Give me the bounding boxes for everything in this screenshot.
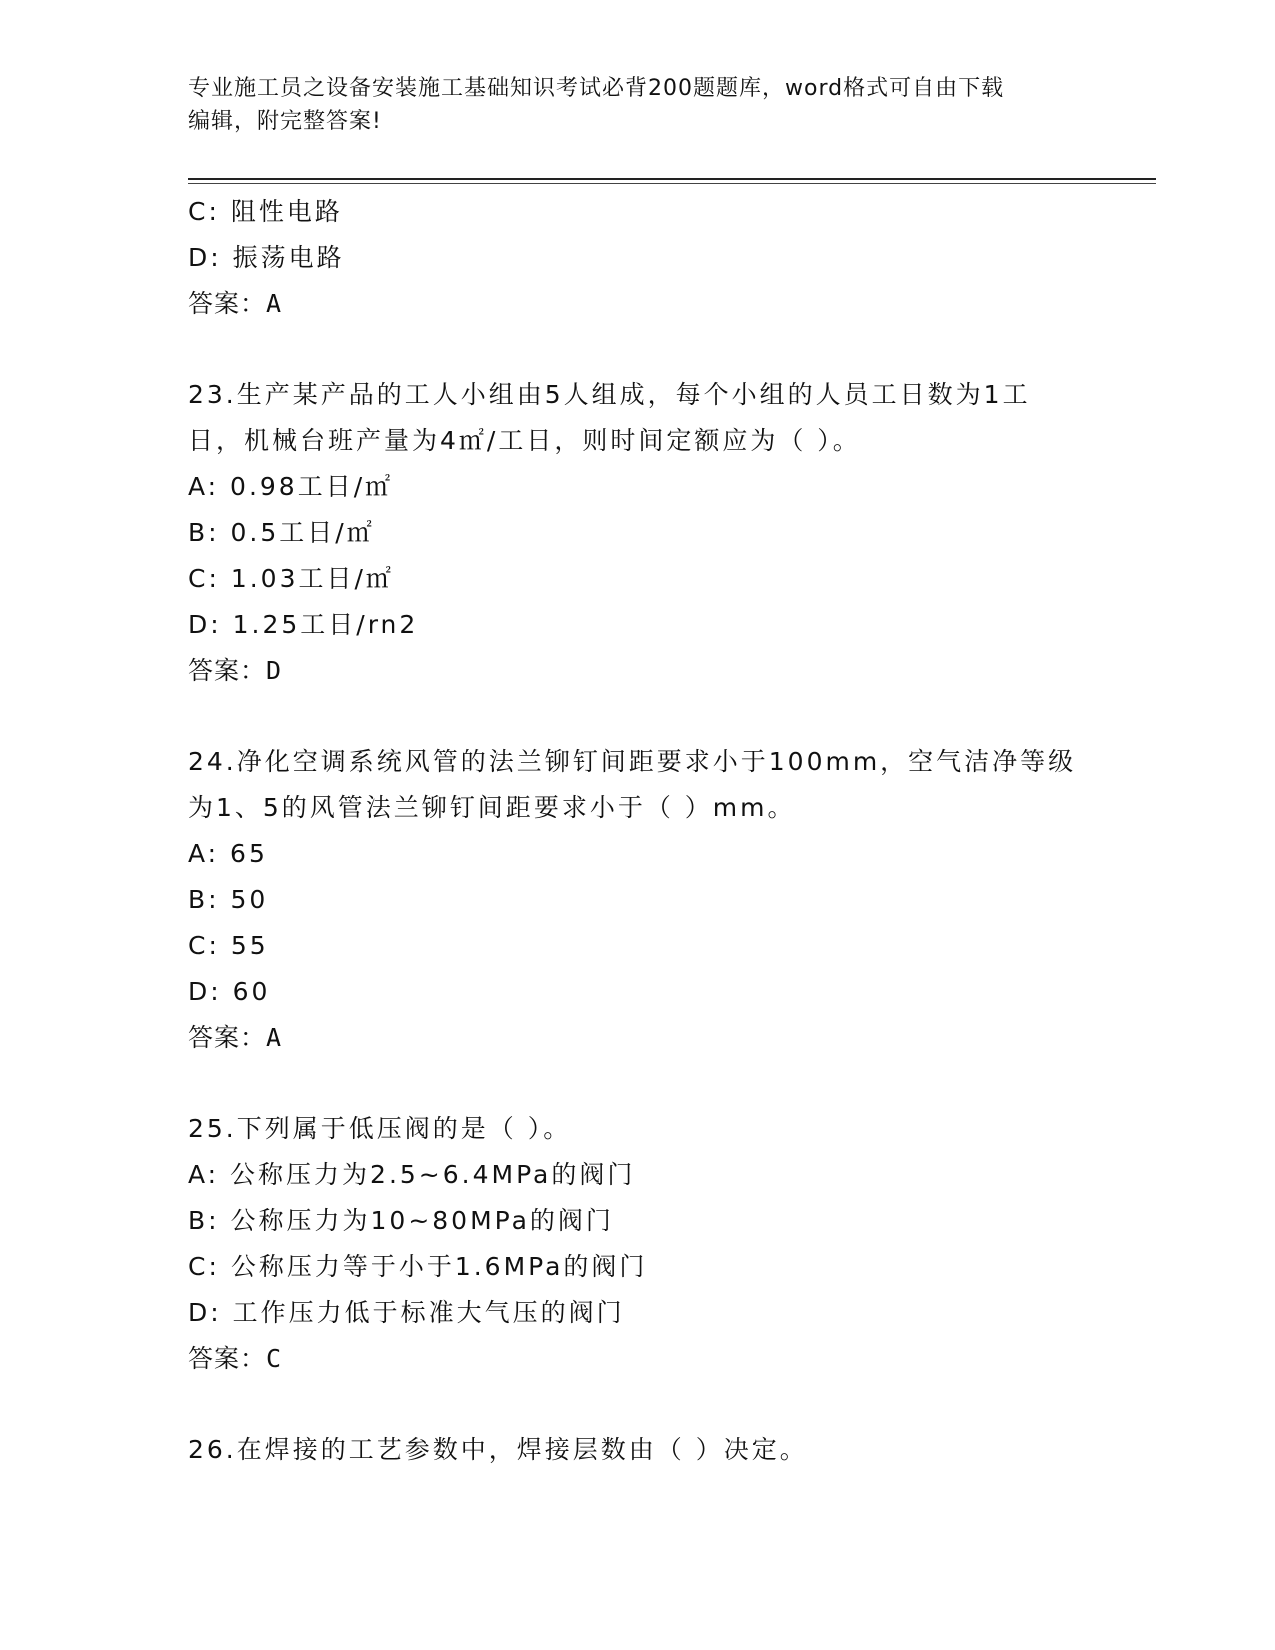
header-title-line-2: 编辑，附完整答案! bbox=[188, 109, 382, 134]
document-body bbox=[188, 189, 1088, 1473]
option-a: A: 65 bbox=[188, 839, 268, 868]
option-b: B: 公称压力为10~80MPa的阀门 bbox=[188, 1206, 614, 1235]
header-title-line-1: 专业施工员之设备安装施工基础知识考试必背200题题库，word格式可自由下载 bbox=[188, 76, 1005, 101]
spacer bbox=[188, 694, 1088, 739]
question-25 bbox=[188, 1106, 1088, 1382]
option-d: D: 工作压力低于标准大气压的阀门 bbox=[188, 1298, 625, 1327]
question-stem: 26.在焊接的工艺参数中，焊接层数由（ ）决定。 bbox=[188, 1435, 808, 1464]
option-d: D: 1.25工日/rn2 bbox=[188, 610, 419, 639]
question-23 bbox=[188, 372, 1088, 694]
question-stem: 25.下列属于低压阀的是（ ）。 bbox=[188, 1114, 572, 1143]
spacer bbox=[188, 1061, 1088, 1106]
option-d: D: 60 bbox=[188, 977, 271, 1006]
header-divider-thick bbox=[188, 178, 1156, 180]
option-c: C: 阻性电路 bbox=[188, 197, 343, 226]
header-divider-thin bbox=[188, 183, 1156, 184]
option-c: C: 公称压力等于小于1.6MPa的阀门 bbox=[188, 1252, 648, 1281]
page-header bbox=[188, 72, 1068, 138]
answer: 答案：A bbox=[188, 1023, 283, 1052]
option-b: B: 0.5工日/㎡ bbox=[188, 518, 375, 547]
question-stem: 24.净化空调系统风管的法兰铆钉间距要求小于100mm，空气洁净等级 bbox=[188, 747, 1077, 776]
question-24 bbox=[188, 739, 1088, 1061]
spacer bbox=[188, 1382, 1088, 1427]
question-26 bbox=[188, 1427, 1088, 1473]
option-a: A: 公称压力为2.5~6.4MPa的阀门 bbox=[188, 1160, 636, 1189]
answer: 答案：A bbox=[188, 289, 283, 318]
answer: 答案：C bbox=[188, 1344, 283, 1373]
question-stem-continued: 为1、5的风管法兰铆钉间距要求小于（ ）mm。 bbox=[188, 793, 796, 822]
option-c: C: 55 bbox=[188, 931, 269, 960]
option-a: A: 0.98工日/㎡ bbox=[188, 472, 394, 501]
spacer bbox=[188, 327, 1088, 372]
question-stem: 23.生产某产品的工人小组由5人组成，每个小组的人员工日数为1工 bbox=[188, 380, 1031, 409]
option-b: B: 50 bbox=[188, 885, 269, 914]
option-d: D: 振荡电路 bbox=[188, 243, 345, 272]
question-stem-continued: 日，机械台班产量为4㎡/工日，则时间定额应为（ ）。 bbox=[188, 426, 861, 455]
option-c: C: 1.03工日/㎡ bbox=[188, 564, 394, 593]
question-22 bbox=[188, 189, 1088, 327]
answer: 答案：D bbox=[188, 656, 283, 685]
